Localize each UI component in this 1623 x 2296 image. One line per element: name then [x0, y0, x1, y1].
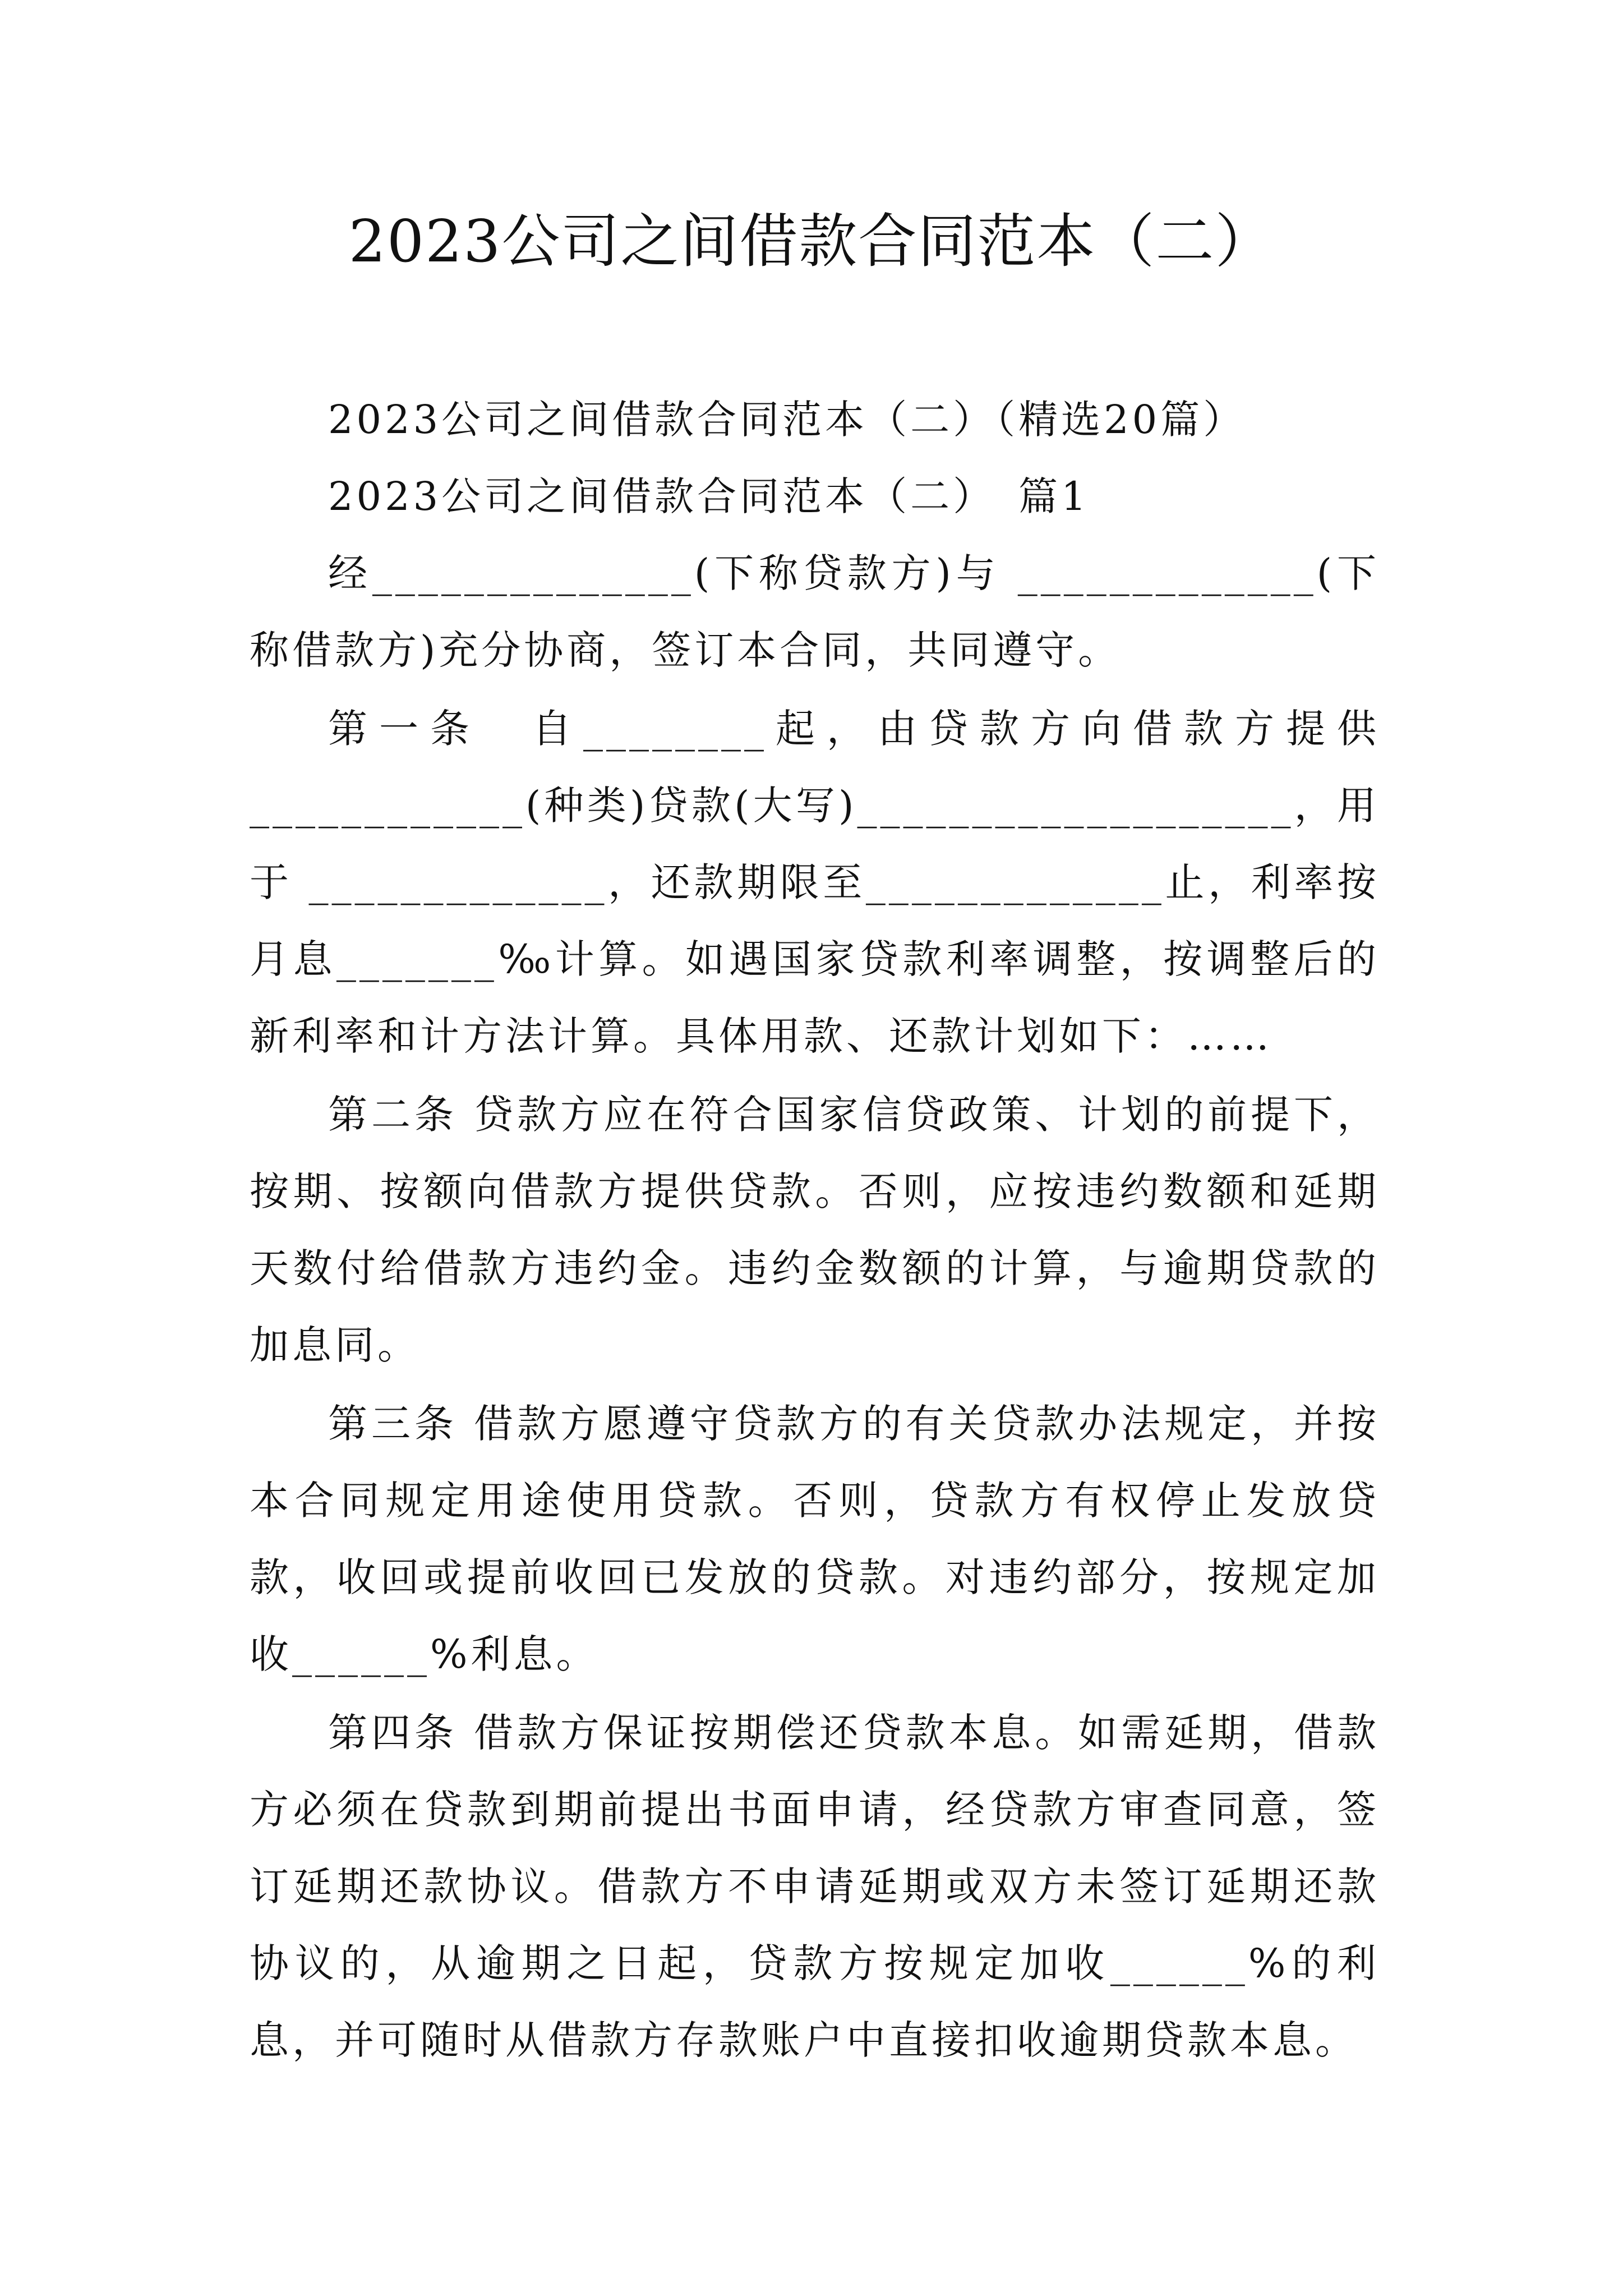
paragraph-article-4: 第四条 借款方保证按期偿还贷款本息。如需延期，借款方必须在贷款到期前提出书面申请，经贷款方审查同意，签订延期还款协议。借款方不申请延期或双方未签订延期还款协议的，从逾期之日起，贷款方按规定加收______%的利息，并可随时从借款方存款账户中直接扣收逾期贷款本息。: [250, 1710, 1380, 2063]
document-body: [250, 381, 1380, 2079]
section-heading: 2023公司之间借款合同范本（二） 篇1: [328, 473, 1090, 519]
paragraph-article-3: 第三条 借款方愿遵守贷款方的有关贷款办法规定，并按本合同规定用途使用贷款。否则，贷款方有权停止发放贷款，收回或提前收回已发放的贷款。对违约部分，按规定加收______%利息。: [250, 1401, 1380, 1677]
paragraph-article-2: 第二条 贷款方应在符合国家信贷政策、计划的前提下，按期、按额向借款方提供贷款。否则，应按违约数额和延期天数付给借款方违约金。违约金数额的计算，与逾期贷款的加息同。: [250, 1092, 1380, 1368]
document-title: 2023公司之间借款合同范本（二）: [348, 207, 1275, 275]
paragraph-preamble: 经______________(下称贷款方)与 _____________(下称借款方)充分协商，签订本合同，共同遵守。: [250, 550, 1380, 673]
document-subtitle: 2023公司之间借款合同范本（二）（精选20篇）: [328, 397, 1246, 443]
paragraph-article-1: 第一条 自________起，由贷款方向借款方提供____________(种类)贷款(大写)___________________，用于 _____________，还款期限至_____________止，利率按月息_______‰计算。如遇国家贷款利率调整，按调整后的新利率和计方法计算。具体用款、还款计划如下：……: [250, 706, 1380, 1059]
